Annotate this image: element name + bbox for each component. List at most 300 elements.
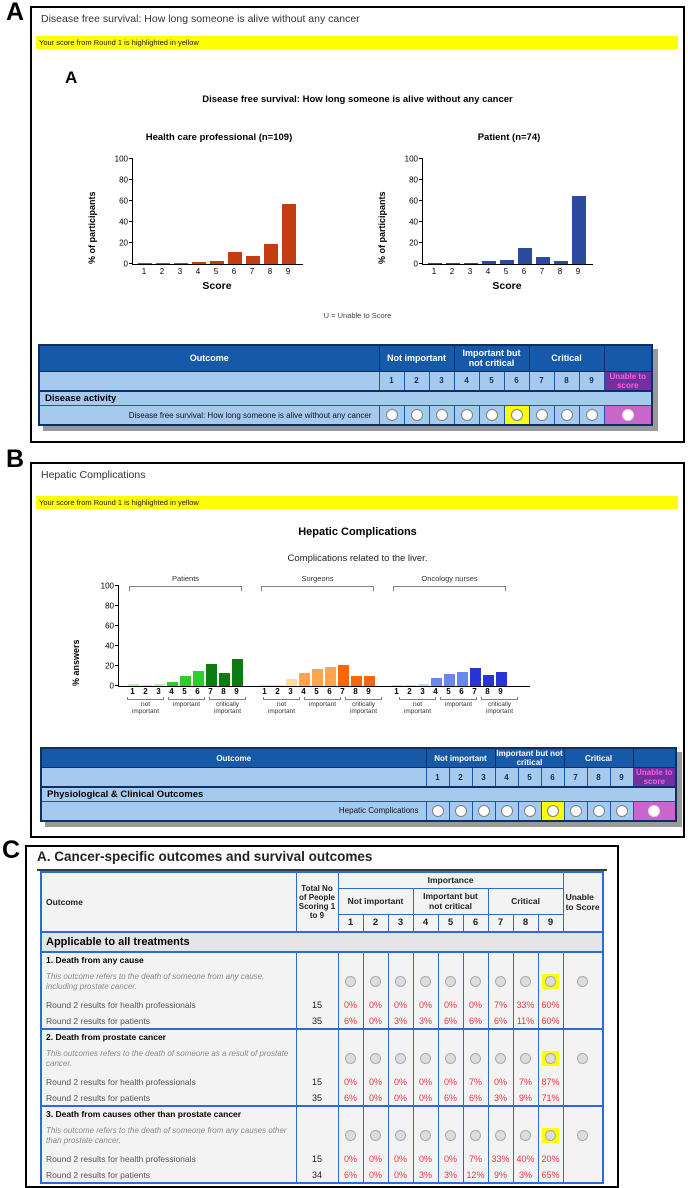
unable-score-radio[interactable] [577,1130,588,1141]
score-radio-3[interactable] [436,409,448,421]
score-radio-6[interactable] [470,1053,481,1064]
y-tick-label: 20 [409,238,418,248]
x-tick-label: 2 [143,687,148,696]
round2-results-label: Round 2 results for health professionals [41,997,296,1013]
range-label: critically important [485,701,514,716]
unable-score-cell [563,967,603,997]
empty-cell [563,997,603,1013]
bar-score-8 [264,244,278,264]
score-number-header-6: 6 [504,371,529,391]
outcome-column-header: Outcome [39,345,379,371]
percent-value-4: 0% [413,997,438,1013]
y-tick-label: 100 [114,154,128,164]
bar-score-5 [500,260,514,264]
x-tick-label: 2 [407,687,412,696]
group-bracket [129,586,242,591]
empty-cell [513,1029,538,1044]
score-radio-7[interactable] [536,409,548,421]
percent-value-1: 0% [338,997,363,1013]
percent-value-7: 33% [488,1151,513,1167]
x-tick-group [391,687,506,696]
score-radio-2[interactable] [411,409,423,421]
bar-score-7 [206,664,217,686]
score-cell-4 [413,967,438,997]
score-number-header-5: 5 [479,371,504,391]
x-tick-label: 8 [557,267,563,276]
outcome-description: This outcome refers to the death of someone from any cause, including prostate cancer. [41,967,296,997]
outcome-name: 2. Death from prostate cancer [41,1029,296,1044]
bar-score-3 [286,679,297,686]
bar-score-1 [392,685,403,686]
empty-cell [296,967,338,997]
empty-cell [296,1106,338,1121]
y-tick-mark [129,158,133,159]
importance-group-header: Critical [488,888,563,914]
bar-score-2 [141,685,152,686]
chart-hepatic-complications [58,574,538,716]
total-scoring-value: 15 [296,997,338,1013]
score-radio-3[interactable] [478,805,490,817]
score-radio-1[interactable] [386,409,398,421]
unable-score-radio[interactable] [577,976,588,987]
score-cell-6 [463,1121,488,1151]
y-tick-label: 40 [119,217,128,227]
bar-score-1 [138,263,152,264]
percent-value-2: 0% [363,1167,388,1183]
group-label: Patients [171,574,200,583]
bar-group-surgeons [260,574,375,686]
empty-cell [563,1029,603,1044]
group-label: Oncology nurses [421,574,478,583]
round1-highlight [542,1128,559,1143]
empty-cell [563,1167,603,1183]
x-tick-label: 4 [195,267,201,276]
empty-cell [388,1029,413,1044]
range-label-group [399,700,518,716]
chart-patient-y-axis-title: % of participants [377,191,387,264]
x-tick-label: 1 [394,687,399,696]
score-radio-1[interactable] [432,805,444,817]
x-tick-label: 6 [327,687,332,696]
percent-value-5: 0% [438,1074,463,1090]
y-tick-label: 80 [119,175,128,185]
chart-hcp-x-axis-title: Score [202,280,232,292]
score-cell-7 [488,967,513,997]
score-radio-7[interactable] [495,976,506,987]
bar-score-8 [219,673,230,686]
bar-score-4 [482,261,496,264]
unable-score-radio[interactable] [648,805,660,817]
score-number-header-5: 5 [518,768,541,788]
empty-cell [413,952,438,967]
empty-cell [338,1029,363,1044]
score-radio-5[interactable] [486,409,498,421]
score-radio-9[interactable] [616,805,628,817]
score-radio-8[interactable] [520,1130,531,1141]
score-radio-8[interactable] [593,805,605,817]
unable-to-score-header: Unable to Score [563,872,603,932]
outcome-name: 3. Death from causes other than prostate cancer [41,1106,296,1121]
unable-score-cell [563,1044,603,1074]
score-cell-3 [388,1044,413,1074]
unable-score-cell [604,406,652,426]
x-tick-label: 1 [130,687,135,696]
percent-value-3: 0% [388,997,413,1013]
chart-patient-plot [377,154,593,269]
bar-score-5 [444,674,455,686]
score-cell-8 [587,801,610,821]
percent-value-5: 3% [438,1167,463,1183]
total-scoring-value: 35 [296,1013,338,1029]
chart-patient-x-axis-title: Score [492,280,522,292]
score-radio-2[interactable] [370,976,381,987]
y-tick-mark [419,179,423,180]
total-scoring-value: 35 [296,1090,338,1106]
score-cell-9 [610,801,633,821]
score-cell-5 [438,1044,463,1074]
score-radio-4[interactable] [420,1053,431,1064]
score-radio-9[interactable] [545,1053,556,1064]
panel-a-window-title: Disease free survival: How long someone is alive without any cancer [41,13,360,25]
x-tick-label: 9 [575,267,581,276]
percent-value-7: 3% [488,1090,513,1106]
score-cell-1 [338,1121,363,1151]
importance-group-header: Important but not critical [496,749,563,767]
panel-a-chart-title-text: Disease free survival: How long someone is alive without any cancer [202,94,513,105]
y-tick-label: 0 [123,259,128,269]
unable-header-spacer [633,748,676,768]
y-tick-label: 0 [109,681,114,691]
score-radio-9[interactable] [545,976,556,987]
panel-b-chart-title: Hepatic Complications [298,526,417,538]
score-radio-2[interactable] [455,805,467,817]
score-number-header-7: 7 [488,914,513,932]
outcomes-results-table [40,871,604,1184]
score-number-header-4: 4 [413,914,438,932]
chart-hepatic-x-ticks [118,687,529,696]
score-radio-1[interactable] [345,1053,356,1064]
empty-cell [363,1029,388,1044]
x-tick-label: 3 [156,687,161,696]
y-tick-label: 40 [105,641,114,651]
bar-score-9 [364,676,375,686]
score-radio-9[interactable] [586,409,598,421]
percent-value-7: 0% [488,1074,513,1090]
empty-cell [388,1106,413,1121]
score-cell-2 [363,1044,388,1074]
x-tick-label: 2 [449,267,455,276]
score-cell-7 [488,1044,513,1074]
x-tick-label: 6 [195,687,200,696]
group-bracket [261,586,374,591]
score-cell-2 [449,801,472,821]
score-number-header-3: 3 [429,371,454,391]
score-radio-8[interactable] [520,1053,531,1064]
score-cell-4 [413,1044,438,1074]
bar-score-7 [338,665,349,686]
score-cell-9 [538,1044,563,1074]
round2-results-label: Round 2 results for health professionals [41,1074,296,1090]
unable-header-spacer [604,345,652,371]
bar-score-6 [193,671,204,686]
x-tick-label: 1 [262,687,267,696]
unable-to-score-note: U = Unable to Score [323,311,392,320]
x-tick-label: 1 [141,267,147,276]
panel-b-window [30,462,685,838]
chart-hcp-bars [133,159,303,264]
empty-cell [388,952,413,967]
score-cell-5 [518,801,541,821]
empty-cell [413,1106,438,1121]
empty-cell [463,1029,488,1044]
empty-cell [563,1074,603,1090]
x-tick-label: 5 [213,267,219,276]
bar-score-7 [246,256,260,264]
bar-score-4 [167,682,178,686]
percent-value-6: 12% [463,1167,488,1183]
score-radio-3[interactable] [395,1130,406,1141]
range-label: important [444,701,473,708]
bar-group-patients [128,574,243,686]
section-row-label: Disease activity [39,391,652,406]
chart-hcp-plot [87,154,303,269]
percent-value-6: 7% [463,1151,488,1167]
bar-score-1 [260,685,271,686]
score-radio-4[interactable] [461,409,473,421]
empty-cell [363,952,388,967]
x-tick-label: 9 [366,687,371,696]
x-tick-label: 3 [288,687,293,696]
score-cell-1 [338,1044,363,1074]
unable-score-radio[interactable] [622,409,634,421]
score-number-header-9: 9 [610,768,633,788]
percent-value-4: 3% [413,1167,438,1183]
bar-score-8 [483,675,494,686]
score-radio-8[interactable] [520,976,531,987]
chart-hcp-x-ticks [132,267,302,276]
total-scoring-value: 15 [296,1074,338,1090]
chart-patient [364,132,624,292]
round1-highlight [542,1051,559,1066]
score-radio-3[interactable] [395,1053,406,1064]
score-radio-5[interactable] [445,1053,456,1064]
percent-value-8: 11% [513,1013,538,1029]
score-radio-1[interactable] [345,976,356,987]
score-cell-4 [413,1121,438,1151]
section-row-label: Applicable to all treatments [41,932,603,952]
bar-score-9 [232,659,243,686]
y-tick-label: 100 [100,581,114,591]
panel-b-window-title: Hepatic Complications [41,469,146,481]
score-cell-9 [538,1121,563,1151]
percent-value-8: 9% [513,1090,538,1106]
score-cell-9 [579,406,604,426]
bar-score-3 [154,684,165,686]
score-number-header-9: 9 [538,914,563,932]
y-tick-mark [419,200,423,201]
y-tick-label: 20 [105,661,114,671]
importance-group-header: Important but not critical [454,345,529,371]
x-tick-label: 8 [353,687,358,696]
x-tick-label: 6 [521,267,527,276]
score-radio-6[interactable] [511,409,523,421]
y-tick-mark [419,221,423,222]
score-number-header-6: 6 [463,914,488,932]
range-label: critically important [213,701,242,716]
score-radio-5[interactable] [445,976,456,987]
bar-score-7 [536,257,550,264]
score-radio-7[interactable] [495,1130,506,1141]
x-tick-label: 6 [231,267,237,276]
range-label: not important [131,701,160,716]
score-cell-6 [463,967,488,997]
x-tick-label: 7 [208,687,213,696]
score-number-header-1: 1 [338,914,363,932]
score-number-header-1: 1 [379,371,404,391]
chart-hepatic-range-labels [118,700,529,716]
score-cell-2 [404,406,429,426]
empty-cell [488,952,513,967]
round2-results-label: Round 2 results for patients [41,1090,296,1106]
percent-value-6: 0% [463,997,488,1013]
y-tick-label: 60 [409,196,418,206]
unable-score-radio[interactable] [577,1053,588,1064]
empty-cell [438,1029,463,1044]
score-number-header-7: 7 [529,371,554,391]
score-number-header-6: 6 [541,768,564,788]
score-number-header-5: 5 [438,914,463,932]
score-cell-2 [363,967,388,997]
percent-value-3: 0% [388,1167,413,1183]
percent-value-9: 87% [538,1074,563,1090]
percent-value-3: 0% [388,1074,413,1090]
score-number-header-4: 4 [454,371,479,391]
x-tick-label: 7 [539,267,545,276]
score-radio-8[interactable] [561,409,573,421]
y-tick-label: 20 [119,238,128,248]
outcome-name: 1. Death from any cause [41,952,296,967]
total-scoring-header: Total No of People Scoring 1 to 9 [296,872,338,932]
x-tick-label: 8 [267,267,273,276]
score-radio-7[interactable] [570,805,582,817]
score-radio-5[interactable] [524,805,536,817]
x-tick-label: 4 [485,267,491,276]
score-radio-6[interactable] [547,805,559,817]
empty-cell [538,952,563,967]
percent-value-2: 0% [363,1151,388,1167]
y-tick-mark [115,685,119,686]
percent-value-9: 20% [538,1151,563,1167]
score-cell-3 [388,1121,413,1151]
empty-cell [513,1106,538,1121]
percent-value-2: 0% [363,1074,388,1090]
score-cell-2 [363,1121,388,1151]
score-radio-4[interactable] [501,805,513,817]
score-cell-3 [429,406,454,426]
panel-c-heading: A. Cancer-specific outcomes and survival outcomes [37,849,607,871]
score-number-header-2: 2 [404,371,429,391]
bar-score-3 [418,684,429,686]
importance-group-header: Not important [426,748,495,768]
x-tick-label: 3 [177,267,183,276]
panel-c-window [25,845,619,1188]
bar-score-5 [180,676,191,686]
x-tick-label: 2 [159,267,165,276]
y-tick-mark [129,200,133,201]
score-radio-3[interactable] [395,976,406,987]
bar-score-2 [446,263,460,264]
score-cell-7 [488,1121,513,1151]
importance-group-header: Critical [529,345,604,371]
score-radio-7[interactable] [495,1053,506,1064]
y-tick-mark [115,625,119,626]
score-radio-2[interactable] [370,1130,381,1141]
score-cell-5 [479,406,504,426]
percent-value-1: 0% [338,1151,363,1167]
group-label: Surgeons [301,574,334,583]
chart-hepatic-y-axis-title: % answers [71,639,81,686]
x-tick-group [259,687,374,696]
score-radio-6[interactable] [470,1130,481,1141]
group-bracket [393,586,506,591]
percent-value-6: 7% [463,1074,488,1090]
score-cell-5 [438,967,463,997]
bar-score-6 [325,667,336,686]
importance-group-header: Important but not critical [413,888,488,914]
score-radio-5[interactable] [445,1130,456,1141]
score-radio-9[interactable] [545,1130,556,1141]
percent-value-3: 0% [388,1151,413,1167]
score-number-header-1: 1 [426,768,449,788]
bar-score-2 [273,685,284,686]
bar-score-5 [210,261,224,264]
score-cell-4 [495,801,518,821]
percent-value-9: 60% [538,1013,563,1029]
score-cell-6 [463,1044,488,1074]
y-tick-label: 80 [409,175,418,185]
chart-hcp-title: Health care professional (n=109) [145,132,293,143]
chart-hepatic-plot [71,574,530,691]
empty-cell [413,1029,438,1044]
score-number-header-8: 8 [554,371,579,391]
percent-value-5: 6% [438,1090,463,1106]
unable-score-cell [563,1121,603,1151]
score-radio-4[interactable] [420,1130,431,1141]
total-scoring-value: 15 [296,1151,338,1167]
score-radio-2[interactable] [370,1053,381,1064]
score-radio-4[interactable] [420,976,431,987]
empty-cell [563,1106,603,1121]
score-cell-1 [379,406,404,426]
score-radio-1[interactable] [345,1130,356,1141]
percent-value-7: 9% [488,1167,513,1183]
panel-a-letter: A [6,0,25,26]
bar-score-7 [470,668,481,686]
percent-value-7: 6% [488,1013,513,1029]
percent-value-3: 0% [388,1090,413,1106]
score-radio-6[interactable] [470,976,481,987]
score-cell-8 [513,967,538,997]
y-tick-mark [129,263,133,264]
y-tick-label: 60 [119,196,128,206]
chart-hcp-y-axis-title: % of participants [87,191,97,264]
bar-score-8 [351,676,362,686]
total-scoring-value: 34 [296,1167,338,1183]
percent-value-2: 0% [363,1090,388,1106]
unable-score-cell [633,801,676,821]
empty-cell [338,952,363,967]
empty-cell [538,1029,563,1044]
